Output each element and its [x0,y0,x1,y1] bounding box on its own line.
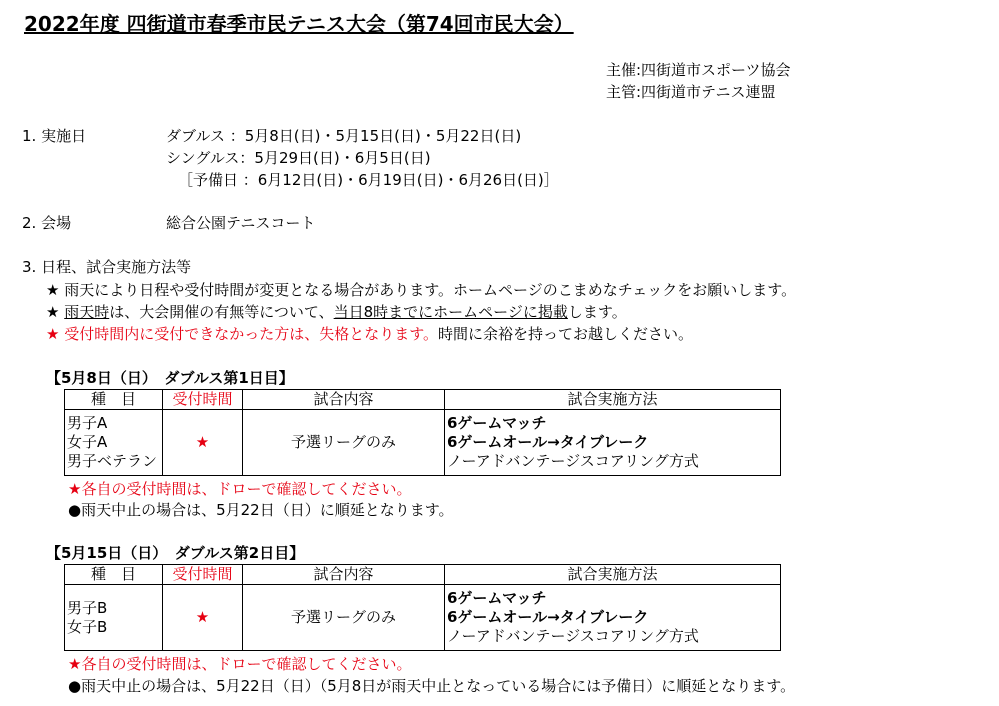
day1-note-rain: ●雨天中止の場合は、5月22日（日）に順延となります。 [68,501,454,519]
event-item: 男子ベテラン [67,452,158,470]
singles-dates: シングルス：5月29日(日)・6月5日(日) [166,149,431,167]
star-icon: ★ [163,585,243,651]
header-method: 試合実施方法 [445,565,781,585]
section3-label: 3. 日程、試合実施方法等 [22,258,192,276]
section2-label: 2. 会場 [22,214,72,232]
day2-table [64,564,781,651]
header-reception: 受付時間 [163,390,243,410]
method-line: 6ゲームマッチ [447,589,547,607]
managing-organizer: 主管:四街道市テニス連盟 [606,83,776,101]
note-rain-announcement: ★ 雨天時は、大会開催の有無等について、当日8時までにホームページに掲載します。 [46,303,627,321]
event-item: 女子B [67,617,108,636]
day1-content: 予選リーグのみ [243,410,445,476]
day1-events [65,410,163,476]
header-content: 試合内容 [243,390,445,410]
day2-content: 予選リーグのみ [243,585,445,651]
doubles-dates: ダブルス ：5月8日(日)・5月15日(日)・5月22日(日) [166,127,522,145]
day2-note-reception: ★各自の受付時間は、ドローで確認してください。 [68,655,412,673]
day1-table [64,389,781,476]
method-line: 6ゲームマッチ [447,414,547,432]
method-line: 6ゲームオール→タイブレーク [447,608,649,626]
note-schedule-change: ★ 雨天により日程や受付時間が変更となる場合があります。ホームページのこまめなチェックをお願いします。 [46,281,797,299]
event-item: 女子A [67,433,108,451]
day2-events [65,585,163,651]
venue: 総合公園テニスコート [166,214,316,232]
method-line: 6ゲームオール→タイブレーク [447,433,649,451]
section1-label: 1. 実施日 [22,127,87,145]
star-icon: ★ [163,410,243,476]
header-category: 種 目 [65,390,163,410]
day2-heading: 【5月15日（日） ダブルス第2日目】 [46,544,305,562]
header-reception: 受付時間 [163,565,243,585]
day2-method [445,585,781,651]
method-line: ノーアドバンテージスコアリング方式 [447,452,699,470]
event-item: 男子B [67,598,108,617]
day1-method [445,410,781,476]
day1-note-reception: ★各自の受付時間は、ドローで確認してください。 [68,480,412,498]
event-item: 男子A [67,414,108,432]
page-title: 2022年度 四街道市春季市民テニス大会（第74回市民大会） [24,12,574,36]
header-method: 試合実施方法 [445,390,781,410]
method-line: ノーアドバンテージスコアリング方式 [447,627,699,645]
day2-note-rain: ●雨天中止の場合は、5月22日（日）（5月8日が雨天中止となっている場合には予備日）に順延となります。 [68,677,796,695]
host-organizer: 主催:四街道市スポーツ協会 [606,61,791,79]
header-category: 種 目 [65,565,163,585]
day1-heading: 【5月8日（日） ダブルス第1日目】 [46,369,294,387]
reserve-dates: ［予備日 ：6月12日(日)・6月19日(日)・6月26日(日)］ [178,171,559,189]
note-disqualification: ★ 受付時間内に受付できなかった方は、失格となります。時間に余裕を持ってお越しください。 [46,325,694,343]
header-content: 試合内容 [243,565,445,585]
